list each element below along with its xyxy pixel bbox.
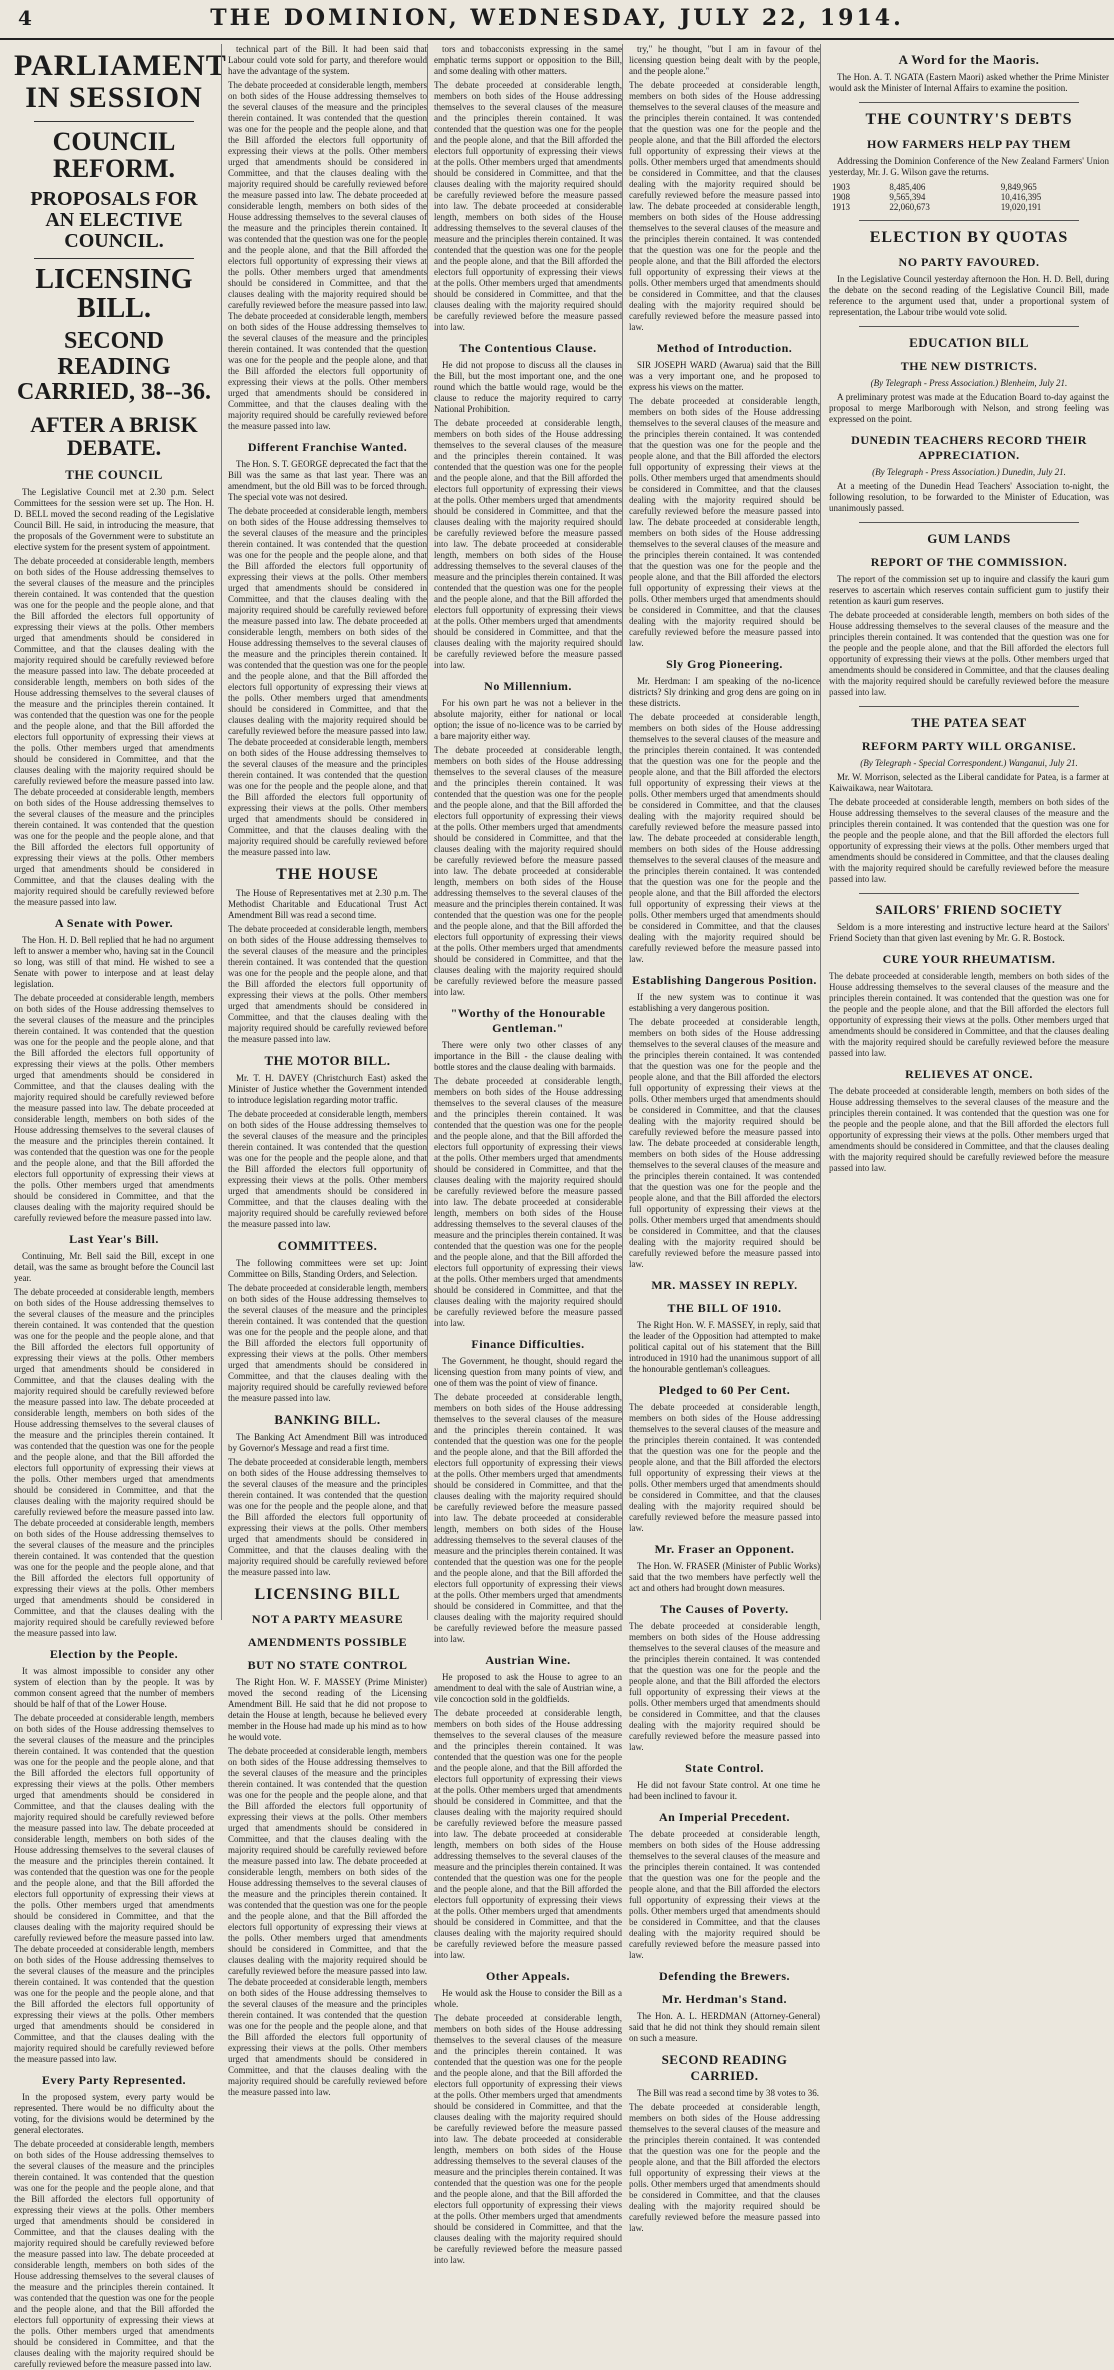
- table-cell: 9,565,394: [889, 192, 926, 202]
- body-text: The debate proceeded at considerable length, members on both sides of the House addressing themselves to the several clauses of the measure and the principles therein contained. It was contended that the question was one for the people and the people alone, and that the Bill afforded the electors full opportunity of expressing their views at the polls. Other members urged that amendments should be considered in Committee, and that the clauses dealing with the majority required should be carefully reviewed before the measure passed into law. The debate proceeded at considerable length, members on both sides of the House addressing themselves to the several clauses of the measure and the principles therein contained. It was contended that the question was one for the people and the people alone, and that the Bill afforded the electors full opportunity of expressing their views at the polls. Other members urged that amendments should be considered in Committee, and that the clauses dealing with the majority required should be carefully reviewed before the measure passed into law.: [434, 2013, 622, 2265]
- section-heading: Defending the Brewers.: [658, 1969, 791, 1983]
- body-text: The debate proceeded at considerable length, members on both sides of the House addressing themselves to the several clauses of the measure and the principles therein contained. It was contended that the question was one for the people and the people alone, and that the Bill afforded the electors full opportunity of expressing their views at the polls. Other members urged that amendments should be considered in Committee, and that the clauses dealing with the majority required should be carefully reviewed before the measure passed into law. The debate proceeded at considerable length, members on both sides of the House addressing themselves to the several clauses of the measure and the principles therein contained. It was contended that the question was one for the people and the people alone, and that the Bill afforded the electors full opportunity of expressing their views at the polls. Other members urged that amendments should be considered in Committee, and that the clauses dealing with the majority required should be carefully reviewed before the measure passed into law. The debate proceeded at considerable length, members on both sides of the House addressing themselves to the several clauses of the measure and the principles therein contained. It was contended that the question was one for the people and the people alone, and that the Bill afforded the electors full opportunity of expressing their views at the polls. Other members urged that amendments should be considered in Committee, and that the clauses dealing with the majority required should be carefully reviewed before the measure passed into law.: [228, 506, 427, 857]
- article-paragraph: At a meeting of the Dunedin Head Teachers' Association to-night, the following resolution, to be forwarded to the Minister of Education, was unanimously passed.: [829, 481, 1109, 513]
- body-text: The debate proceeded at considerable length, members on both sides of the House addressing themselves to the several clauses of the measure and the principles therein contained. It was contended that the question was one for the people and the people alone, and that the Bill afforded the electors full opportunity of expressing their views at the polls. Other members urged that amendments should be considered in Committee, and that the clauses dealing with the majority required should be carefully reviewed before the measure passed into law. The debate proceeded at considerable length, members on both sides of the House addressing themselves to the several clauses of the measure and the principles therein contained. It was contended that the question was one for the people and the people alone, and that the Bill afforded the electors full opportunity of expressing their views at the polls. Other members urged that amendments should be considered in Committee, and that the clauses dealing with the majority required should be carefully reviewed before the measure passed into law.: [434, 745, 622, 997]
- article-paragraph: He did not propose to discuss all the clauses in the Bill, but the most important one, and the one round which the battle would rage, would be the clause to reduce the majority required to carry National Prohibition.: [434, 360, 622, 414]
- section-heading: A Word for the Maoris.: [898, 52, 1040, 67]
- article-paragraph: The Right Hon. W. F. MASSEY (Prime Minister) moved the second reading of the Licensing Amendment Bill. He said that he did not propose to detain the House at length, because he believed every member in the House had made up his mind as to how he would vote.: [228, 1677, 427, 1742]
- body-text: The debate proceeded at considerable length, members on both sides of the House addressing themselves to the several clauses of the measure and the principles therein contained. It was contended that the question was one for the people and the people alone, and that the Bill afforded the electors full opportunity of expressing their views at the polls. Other members urged that amendments should be considered in Committee, and that the clauses dealing with the majority required should be carefully reviewed before the measure passed into law. The debate proceeded at considerable length, members on both sides of the House addressing themselves to the several clauses of the measure and the principles therein contained. It was contended that the question was one for the people and the people alone, and that the Bill afforded the electors full opportunity of expressing their views at the polls. Other members urged that amendments should be considered in Committee, and that the clauses dealing with the majority required should be carefully reviewed before the measure passed into law.: [14, 2139, 214, 2370]
- section-heading: Establishing Dangerous Position.: [632, 973, 817, 987]
- article-paragraph: The following committees were set up: Joint Committee on Bills, Standing Orders, and Selection.: [228, 1258, 427, 1279]
- section-heading: Mr. Herdman's Stand.: [662, 1992, 787, 2006]
- masthead: [0, 0, 1114, 40]
- article-paragraph: There were only two other classes of any importance in the Bill - the clause dealing with bottle stores and the clause dealing with barmaids.: [434, 1040, 622, 1072]
- table-cell: 19,020,191: [1000, 202, 1042, 212]
- body-text: The debate proceeded at considerable length, members on both sides of the House addressing themselves to the several clauses of the measure and the principles therein contained. It was contended that the question was one for the people and the people alone, and that the Bill afforded the electors full opportunity of expressing their views at the polls. Other members urged that amendments should be considered in Committee, and that the clauses dealing with the majority required should be carefully reviewed before the measure passed into law.: [829, 971, 1109, 1058]
- section-heading: Other Appeals.: [485, 1969, 571, 1983]
- body-text: The debate proceeded at considerable length, members on both sides of the House addressing themselves to the several clauses of the measure and the principles therein contained. It was contended that the question was one for the people and the people alone, and that the Bill afforded the electors full opportunity of expressing their views at the polls. Other members urged that amendments should be considered in Committee, and that the clauses dealing with the majority required should be carefully reviewed before the measure passed into law. The debate proceeded at considerable length, members on both sides of the House addressing themselves to the several clauses of the measure and the principles therein contained. It was contended that the question was one for the people and the people alone, and that the Bill afforded the electors full opportunity of expressing their views at the polls. Other members urged that amendments should be considered in Committee, and that the clauses dealing with the majority required should be carefully reviewed before the measure passed into law.: [434, 80, 622, 332]
- section-heading: EDUCATION BILL: [909, 335, 1029, 350]
- section-heading: THE COUNCIL: [65, 467, 163, 483]
- headline-licensing-bill: LICENSING BILL.: [35, 263, 193, 324]
- section-heading: THE MOTOR BILL.: [264, 1053, 391, 1068]
- article-paragraph: The Hon. A. L. HERDMAN (Attorney-General) said that he did not think they should remain silent on such a measure.: [629, 2011, 820, 2043]
- article-paragraph: A preliminary protest was made at the Education Board to-day against the proposal to merge Marlborough with Nelson, and strong feeling was expressed on the point.: [829, 392, 1109, 424]
- body-text: The debate proceeded at considerable length, members on both sides of the House addressing themselves to the several clauses of the measure and the principles therein contained. It was contended that the question was one for the people and the people alone, and that the Bill afforded the electors full opportunity of expressing their views at the polls. Other members urged that amendments should be considered in Committee, and that the clauses dealing with the majority required should be carefully reviewed before the measure passed into law. The debate proceeded at considerable length, members on both sides of the House addressing themselves to the several clauses of the measure and the principles therein contained. It was contended that the question was one for the people and the people alone, and that the Bill afforded the electors full opportunity of expressing their views at the polls. Other members urged that amendments should be considered in Committee, and that the clauses dealing with the majority required should be carefully reviewed before the measure passed into law.: [434, 418, 622, 670]
- body-text: The debate proceeded at considerable length, members on both sides of the House addressing themselves to the several clauses of the measure and the principles therein contained. It was contended that the question was one for the people and the people alone, and that the Bill afforded the electors full opportunity of expressing their views at the polls. Other members urged that amendments should be considered in Committee, and that the clauses dealing with the majority required should be carefully reviewed before the measure passed into law. The debate proceeded at considerable length, members on both sides of the House addressing themselves to the several clauses of the measure and the principles therein contained. It was contended that the question was one for the people and the people alone, and that the Bill afforded the electors full opportunity of expressing their views at the polls. Other members urged that amendments should be considered in Committee, and that the clauses dealing with the majority required should be carefully reviewed before the measure passed into law. The debate proceeded at considerable length, members on both sides of the House addressing themselves to the several clauses of the measure and the principles therein contained. It was contended that the question was one for the people and the people alone, and that the Bill afforded the electors full opportunity of expressing their views at the polls. Other members urged that amendments should be considered in Committee, and that the clauses dealing with the majority required should be carefully reviewed before the measure passed into law.: [14, 556, 214, 908]
- section-heading: No Millennium.: [484, 679, 572, 693]
- table-row: [829, 202, 1109, 212]
- divider: [859, 102, 1079, 103]
- article-paragraph: Mr. Herdman: I am speaking of the no-licence districts? Sly drinking and grog dens are going on in these districts.: [629, 676, 820, 708]
- body-text: The debate proceeded at considerable length, members on both sides of the House addressing themselves to the several clauses of the measure and the principles therein contained. It was contended that the question was one for the people and the people alone, and that the Bill afforded the electors full opportunity of expressing their views at the polls. Other members urged that amendments should be considered in Committee, and that the clauses dealing with the majority required should be carefully reviewed before the measure passed into law.: [228, 1283, 427, 1403]
- section-heading: Election by the People.: [49, 1647, 179, 1662]
- body-text: The debate proceeded at considerable length, members on both sides of the House addressing themselves to the several clauses of the measure and the principles therein contained. It was contended that the question was one for the people and the people alone, and that the Bill afforded the electors full opportunity of expressing their views at the polls. Other members urged that amendments should be considered in Committee, and that the clauses dealing with the majority required should be carefully reviewed before the measure passed into law.: [228, 924, 427, 1044]
- article-paragraph: The Hon. H. D. Bell replied that he had no argument left to answer a member who, having sat in the Council so long, was still of that mind. He wished to see a Senate with power to interpose and at least delay legislation.: [14, 935, 214, 990]
- column-4: [622, 44, 820, 2233]
- section-heading: DUNEDIN TEACHERS RECORD THEIR APPRECIATION.: [851, 433, 1087, 462]
- article-paragraph: The Right Hon. W. F. MASSEY, in reply, said that the leader of the Opposition had attempted to make political capital out of his statement that the Bill introduced in 1910 had the unanimous support of all the honourable gentleman's colleagues.: [629, 1320, 820, 1374]
- dateline: (By Telegraph - Special Correspondent.) Wanganui, July 21.: [860, 758, 1078, 768]
- headline-parliament: PARLIAMENT IN SESSION: [14, 49, 227, 114]
- table-cell: 1903: [832, 182, 850, 192]
- article-paragraph: Mr. W. Morrison, selected as the Liberal candidate for Patea, is a farmer at Kaiwaikawa, near Waitotara.: [829, 772, 1109, 793]
- body-text: The debate proceeded at considerable length, members on both sides of the House addressing themselves to the several clauses of the measure and the principles therein contained. It was contended that the question was one for the people and the people alone, and that the Bill afforded the electors full opportunity of expressing their views at the polls. Other members urged that amendments should be considered in Committee, and that the clauses dealing with the majority required should be carefully reviewed before the measure passed into law.: [829, 610, 1109, 697]
- section-heading: ELECTION BY QUOTAS: [869, 229, 1069, 246]
- section-heading: NO PARTY FAVOURED.: [898, 255, 1040, 269]
- divider: [859, 522, 1079, 523]
- section-heading: A Senate with Power.: [54, 916, 174, 931]
- divider: [859, 893, 1079, 894]
- section-heading: Pledged to 60 Per Cent.: [658, 1383, 791, 1397]
- page-number: 4: [18, 6, 32, 30]
- body-text: The debate proceeded at considerable length, members on both sides of the House addressing themselves to the several clauses of the measure and the principles therein contained. It was contended that the question was one for the people and the people alone, and that the Bill afforded the electors full opportunity of expressing their views at the polls. Other members urged that amendments should be considered in Committee, and that the clauses dealing with the majority required should be carefully reviewed before the measure passed into law. The debate proceeded at considerable length, members on both sides of the House addressing themselves to the several clauses of the measure and the principles therein contained. It was contended that the question was one for the people and the people alone, and that the Bill afforded the electors full opportunity of expressing their views at the polls. Other members urged that amendments should be considered in Committee, and that the clauses dealing with the majority required should be carefully reviewed before the measure passed into law.: [629, 1017, 820, 1269]
- article-paragraph: The Government, he thought, should regard the licensing question from many points of view, and one of them was the point of view of finance.: [434, 1356, 622, 1388]
- dateline: (By Telegraph - Press Association.) Dunedin, July 21.: [872, 467, 1066, 477]
- article-paragraph: Seldom is a more interesting and instructive lecture heard at the Sailors' Friend Society than that given last evening by Mr. G. R. Bostock.: [829, 922, 1109, 943]
- body-text: The debate proceeded at considerable length, members on both sides of the House addressing themselves to the several clauses of the measure and the principles therein contained. It was contended that the question was one for the people and the people alone, and that the Bill afforded the electors full opportunity of expressing their views at the polls. Other members urged that amendments should be considered in Committee, and that the clauses dealing with the majority required should be carefully reviewed before the measure passed into law. The debate proceeded at considerable length, members on both sides of the House addressing themselves to the several clauses of the measure and the principles therein contained. It was contended that the question was one for the people and the people alone, and that the Bill afforded the electors full opportunity of expressing their views at the polls. Other members urged that amendments should be considered in Committee, and that the clauses dealing with the majority required should be carefully reviewed before the measure passed into law. The debate proceeded at considerable length, members on both sides of the House addressing themselves to the several clauses of the measure and the principles therein contained. It was contended that the question was one for the people and the people alone, and that the Bill afforded the electors full opportunity of expressing their views at the polls. Other members urged that amendments should be considered in Committee, and that the clauses dealing with the majority required should be carefully reviewed before the measure passed into law.: [14, 1287, 214, 1639]
- body-text: The debate proceeded at considerable length, members on both sides of the House addressing themselves to the several clauses of the measure and the principles therein contained. It was contended that the question was one for the people and the people alone, and that the Bill afforded the electors full opportunity of expressing their views at the polls. Other members urged that amendments should be considered in Committee, and that the clauses dealing with the majority required should be carefully reviewed before the measure passed into law. The debate proceeded at considerable length, members on both sides of the House addressing themselves to the several clauses of the measure and the principles therein contained. It was contended that the question was one for the people and the people alone, and that the Bill afforded the electors full opportunity of expressing their views at the polls. Other members urged that amendments should be considered in Committee, and that the clauses dealing with the majority required should be carefully reviewed before the measure passed into law.: [629, 80, 820, 332]
- newspaper-title: THE DOMINION, WEDNESDAY, JULY 22, 1914.: [210, 5, 904, 31]
- article-paragraph: For his own part he was not a believer in the absolute majority, either for national or local option; the issue of no-licence was to be carried by a bare majority either way.: [434, 698, 622, 741]
- body-text: The debate proceeded at considerable length, members on both sides of the House addressing themselves to the several clauses of the measure and the principles therein contained. It was contended that the question was one for the people and the people alone, and that the Bill afforded the electors full opportunity of expressing their views at the polls. Other members urged that amendments should be considered in Committee, and that the clauses dealing with the majority required should be carefully reviewed before the measure passed into law. The debate proceeded at considerable length, members on both sides of the House addressing themselves to the several clauses of the measure and the principles therein contained. It was contended that the question was one for the people and the people alone, and that the Bill afforded the electors full opportunity of expressing their views at the polls. Other members urged that amendments should be considered in Committee, and that the clauses dealing with the majority required should be carefully reviewed before the measure passed into law.: [629, 712, 820, 964]
- article-paragraph: If the new system was to continue it was establishing a very dangerous position.: [629, 992, 820, 1013]
- section-heading: THE COUNTRY'S DEBTS: [865, 111, 1073, 128]
- table-cell: 8,485,406: [889, 182, 926, 192]
- section-heading: AMENDMENTS POSSIBLE: [247, 1635, 408, 1649]
- body-text: The debate proceeded at considerable length, members on both sides of the House addressing themselves to the several clauses of the measure and the principles therein contained. It was contended that the question was one for the people and the people alone, and that the Bill afforded the electors full opportunity of expressing their views at the polls. Other members urged that amendments should be considered in Committee, and that the clauses dealing with the majority required should be carefully reviewed before the measure passed into law.: [629, 2102, 820, 2233]
- article-paragraph: try," he thought, "but I am in favour of the licensing question being dealt with by the people, and the people alone.": [629, 44, 820, 76]
- section-heading: The Contentious Clause.: [459, 341, 597, 355]
- article-paragraph: In the Legislative Council yesterday afternoon the Hon. H. D. Bell, during the debate on the second reading of the Legislative Council Bill, made reference to the argument used that, under a proportional system of representation, the Labour tribe would vote solid.: [829, 274, 1109, 317]
- body-text: The debate proceeded at considerable length, members on both sides of the House addressing themselves to the several clauses of the measure and the principles therein contained. It was contended that the question was one for the people and the people alone, and that the Bill afforded the electors full opportunity of expressing their views at the polls. Other members urged that amendments should be considered in Committee, and that the clauses dealing with the majority required should be carefully reviewed before the measure passed into law.: [629, 1829, 820, 1960]
- divider: [859, 220, 1079, 221]
- section-heading: THE PATEA SEAT: [911, 715, 1027, 730]
- article-paragraph: The report of the commission set up to inquire and classify the kauri gum reserves to ascertain which reserves contain sufficient gum to justify their retention as kauri gum reserves.: [829, 574, 1109, 606]
- section-heading: Sly Grog Pioneering.: [666, 657, 783, 671]
- divider: [34, 121, 194, 122]
- section-heading: RELIEVES AT ONCE.: [905, 1067, 1033, 1081]
- body-text: The debate proceeded at considerable length, members on both sides of the House addressing themselves to the several clauses of the measure and the principles therein contained. It was contended that the question was one for the people and the people alone, and that the Bill afforded the electors full opportunity of expressing their views at the polls. Other members urged that amendments should be considered in Committee, and that the clauses dealing with the majority required should be carefully reviewed before the measure passed into law.: [228, 1457, 427, 1577]
- table-row: [829, 182, 1109, 192]
- column-5: [820, 44, 1109, 1620]
- article-paragraph: SIR JOSEPH WARD (Awarua) said that the Bill was a very important one, and he proposed to express his views on the matter.: [629, 360, 820, 392]
- body-text: The debate proceeded at considerable length, members on both sides of the House addressing themselves to the several clauses of the measure and the principles therein contained. It was contended that the question was one for the people and the people alone, and that the Bill afforded the electors full opportunity of expressing their views at the polls. Other members urged that amendments should be considered in Committee, and that the clauses dealing with the majority required should be carefully reviewed before the measure passed into law. The debate proceeded at considerable length, members on both sides of the House addressing themselves to the several clauses of the measure and the principles therein contained. It was contended that the question was one for the people and the people alone, and that the Bill afforded the electors full opportunity of expressing their views at the polls. Other members urged that amendments should be considered in Committee, and that the clauses dealing with the majority required should be carefully reviewed before the measure passed into law. The debate proceeded at considerable length, members on both sides of the House addressing themselves to the several clauses of the measure and the principles therein contained. It was contended that the question was one for the people and the people alone, and that the Bill afforded the electors full opportunity of expressing their views at the polls. Other members urged that amendments should be considered in Committee, and that the clauses dealing with the majority required should be carefully reviewed before the measure passed into law.: [228, 80, 427, 431]
- divider: [859, 326, 1079, 327]
- divider: [34, 258, 194, 259]
- article-paragraph: The Bill was read a second time by 38 votes to 36.: [637, 2088, 819, 2098]
- body-text: The debate proceeded at considerable length, members on both sides of the House addressing themselves to the several clauses of the measure and the principles therein contained. It was contended that the question was one for the people and the people alone, and that the Bill afforded the electors full opportunity of expressing their views at the polls. Other members urged that amendments should be considered in Committee, and that the clauses dealing with the majority required should be carefully reviewed before the measure passed into law. The debate proceeded at considerable length, members on both sides of the House addressing themselves to the several clauses of the measure and the principles therein contained. It was contended that the question was one for the people and the people alone, and that the Bill afforded the electors full opportunity of expressing their views at the polls. Other members urged that amendments should be considered in Committee, and that the clauses dealing with the majority required should be carefully reviewed before the measure passed into law.: [434, 1076, 622, 1328]
- section-heading: SAILORS' FRIEND SOCIETY: [875, 902, 1063, 917]
- column-1: [14, 44, 227, 2370]
- section-heading: Every Party Represented.: [41, 2073, 187, 2088]
- dateline: (By Telegraph - Press Association.) Blenheim, July 21.: [870, 378, 1068, 388]
- article-paragraph: He would ask the House to consider the Bill as a whole.: [434, 1988, 622, 2009]
- article-paragraph: He did not favour State control. At one time he had been inclined to favour it.: [629, 1780, 820, 1801]
- body-text: The debate proceeded at considerable length, members on both sides of the House addressing themselves to the several clauses of the measure and the principles therein contained. It was contended that the question was one for the people and the people alone, and that the Bill afforded the electors full opportunity of expressing their views at the polls. Other members urged that amendments should be considered in Committee, and that the clauses dealing with the majority required should be carefully reviewed before the measure passed into law.: [629, 1402, 820, 1533]
- article-paragraph: He proposed to ask the House to agree to an amendment to deal with the sale of Austrian wine, a vile concoction sold in the goldfields.: [434, 1672, 622, 1704]
- section-heading: THE NEW DISTRICTS.: [900, 359, 1038, 373]
- section-heading: GUM LANDS: [927, 531, 1011, 546]
- article-paragraph: tors and tobacconists expressing in the same emphatic terms support or opposition to the Bill, and some dealing with other matters.: [434, 44, 622, 76]
- section-heading: BUT NO STATE CONTROL: [247, 1658, 408, 1672]
- article-paragraph: The Hon. W. FRASER (Minister of Public Works) said that the two members have perfectly well the act and others had brought down measures.: [629, 1561, 820, 1593]
- section-heading: THE BILL OF 1910.: [667, 1301, 782, 1315]
- section-heading: Last Year's Bill.: [69, 1232, 159, 1247]
- section-heading: Method of Introduction.: [656, 341, 793, 355]
- table-row: [829, 192, 1109, 202]
- article-paragraph: Mr. T. H. DAVEY (Christchurch East) asked the Minister of Justice whether the Government intended to introduce legislation regarding motor traffic.: [228, 1073, 427, 1105]
- section-heading: SECOND READING CARRIED.: [661, 2052, 788, 2083]
- section-heading: State Control.: [685, 1761, 764, 1775]
- exports-table: [829, 182, 1109, 212]
- section-heading: Austrian Wine.: [485, 1653, 571, 1667]
- table-cell: 1913: [832, 202, 850, 212]
- section-heading: Mr. Fraser an Opponent.: [654, 1542, 795, 1556]
- section-heading: REFORM PARTY WILL ORGANISE.: [861, 739, 1077, 753]
- section-heading: COMMITTEES.: [277, 1238, 378, 1253]
- headline-council-reform: COUNCIL REFORM.: [52, 127, 176, 184]
- section-heading: HOW FARMERS HELP PAY THEM: [866, 137, 1072, 151]
- section-heading: THE HOUSE: [276, 866, 379, 883]
- article-paragraph: technical part of the Bill. It had been said that Labour could vote sold for party, and therefore would have the advantage of the system.: [228, 44, 427, 76]
- section-heading: NOT A PARTY MEASURE: [251, 1612, 404, 1626]
- column-2: [221, 44, 427, 2097]
- article-paragraph: It was almost impossible to consider any other system of election than by the people. It was by common consent agreed that the number of members should be half of that of the Lower House.: [14, 1666, 214, 1710]
- table-cell: 22,060,673: [889, 202, 930, 212]
- divider: [859, 706, 1079, 707]
- section-heading: An Imperial Precedent.: [658, 1810, 791, 1824]
- table-cell: 1908: [832, 192, 850, 202]
- section-heading: "Worthy of the Honourable Gentleman.": [450, 1006, 606, 1035]
- article-paragraph: In the proposed system, every party would be represented. There would be no difficulty about the voting, for the divisions would be determined by the general electorates.: [14, 2092, 214, 2136]
- table-cell: 9,849,965: [1000, 182, 1037, 192]
- headline-brisk-debate: AFTER A BRISK DEBATE.: [30, 411, 198, 461]
- section-heading: The Causes of Poverty.: [660, 1602, 789, 1616]
- section-heading: BANKING BILL.: [274, 1412, 381, 1427]
- body-text: The debate proceeded at considerable length, members on both sides of the House addressing themselves to the several clauses of the measure and the principles therein contained. It was contended that the question was one for the people and the people alone, and that the Bill afforded the electors full opportunity of expressing their views at the polls. Other members urged that amendments should be considered in Committee, and that the clauses dealing with the majority required should be carefully reviewed before the measure passed into law.: [829, 1086, 1109, 1173]
- body-text: The debate proceeded at considerable length, members on both sides of the House addressing themselves to the several clauses of the measure and the principles therein contained. It was contended that the question was one for the people and the people alone, and that the Bill afforded the electors full opportunity of expressing their views at the polls. Other members urged that amendments should be considered in Committee, and that the clauses dealing with the majority required should be carefully reviewed before the measure passed into law. The debate proceeded at considerable length, members on both sides of the House addressing themselves to the several clauses of the measure and the principles therein contained. It was contended that the question was one for the people and the people alone, and that the Bill afforded the electors full opportunity of expressing their views at the polls. Other members urged that amendments should be considered in Committee, and that the clauses dealing with the majority required should be carefully reviewed before the measure passed into law.: [629, 396, 820, 648]
- table-cell: 10,416,395: [1000, 192, 1042, 202]
- article-paragraph: Addressing the Dominion Conference of the New Zealand Farmers' Union yesterday, Mr. J. G. Wilson gave the returns.: [829, 156, 1109, 177]
- section-heading: REPORT OF THE COMMISSION.: [870, 555, 1068, 569]
- section-heading: Different Franchise Wanted.: [247, 440, 408, 454]
- body-text: The debate proceeded at considerable length, members on both sides of the House addressing themselves to the several clauses of the measure and the principles therein contained. It was contended that the question was one for the people and the people alone, and that the Bill afforded the electors full opportunity of expressing their views at the polls. Other members urged that amendments should be considered in Committee, and that the clauses dealing with the majority required should be carefully reviewed before the measure passed into law. The debate proceeded at considerable length, members on both sides of the House addressing themselves to the several clauses of the measure and the principles therein contained. It was contended that the question was one for the people and the people alone, and that the Bill afforded the electors full opportunity of expressing their views at the polls. Other members urged that amendments should be considered in Committee, and that the clauses dealing with the majority required should be carefully reviewed before the measure passed into law.: [434, 1392, 622, 1644]
- body-text: The debate proceeded at considerable length, members on both sides of the House addressing themselves to the several clauses of the measure and the principles therein contained. It was contended that the question was one for the people and the people alone, and that the Bill afforded the electors full opportunity of expressing their views at the polls. Other members urged that amendments should be considered in Committee, and that the clauses dealing with the majority required should be carefully reviewed before the measure passed into law. The debate proceeded at considerable length, members on both sides of the House addressing themselves to the several clauses of the measure and the principles therein contained. It was contended that the question was one for the people and the people alone, and that the Bill afforded the electors full opportunity of expressing their views at the polls. Other members urged that amendments should be considered in Committee, and that the clauses dealing with the majority required should be carefully reviewed before the measure passed into law.: [14, 993, 214, 1224]
- body-text: The debate proceeded at considerable length, members on both sides of the House addressing themselves to the several clauses of the measure and the principles therein contained. It was contended that the question was one for the people and the people alone, and that the Bill afforded the electors full opportunity of expressing their views at the polls. Other members urged that amendments should be considered in Committee, and that the clauses dealing with the majority required should be carefully reviewed before the measure passed into law. The debate proceeded at considerable length, members on both sides of the House addressing themselves to the several clauses of the measure and the principles therein contained. It was contended that the question was one for the people and the people alone, and that the Bill afforded the electors full opportunity of expressing their views at the polls. Other members urged that amendments should be considered in Committee, and that the clauses dealing with the majority required should be carefully reviewed before the measure passed into law.: [434, 1708, 622, 1960]
- article-paragraph: The Hon. A. T. NGATA (Eastern Maori) asked whether the Prime Minister would ask the Minister of Internal Affairs to examine the position.: [829, 72, 1109, 93]
- article-paragraph: The Legislative Council met at 2.30 p.m. Select Committees for the session were set up. The Hon. H. D. BELL moved the second reading of the Legislative Council Bill. He said, in introducing the measure, that the proposals of the Government were to substitute an elective system for the present system of appointment.: [14, 487, 214, 553]
- body-text: The debate proceeded at considerable length, members on both sides of the House addressing themselves to the several clauses of the measure and the principles therein contained. It was contended that the question was one for the people and the people alone, and that the Bill afforded the electors full opportunity of expressing their views at the polls. Other members urged that amendments should be considered in Committee, and that the clauses dealing with the majority required should be carefully reviewed before the measure passed into law. The debate proceeded at considerable length, members on both sides of the House addressing themselves to the several clauses of the measure and the principles therein contained. It was contended that the question was one for the people and the people alone, and that the Bill afforded the electors full opportunity of expressing their views at the polls. Other members urged that amendments should be considered in Committee, and that the clauses dealing with the majority required should be carefully reviewed before the measure passed into law. The debate proceeded at considerable length, members on both sides of the House addressing themselves to the several clauses of the measure and the principles therein contained. It was contended that the question was one for the people and the people alone, and that the Bill afforded the electors full opportunity of expressing their views at the polls. Other members urged that amendments should be considered in Committee, and that the clauses dealing with the majority required should be carefully reviewed before the measure passed into law.: [14, 1713, 214, 2065]
- body-text: The debate proceeded at considerable length, members on both sides of the House addressing themselves to the several clauses of the measure and the principles therein contained. It was contended that the question was one for the people and the people alone, and that the Bill afforded the electors full opportunity of expressing their views at the polls. Other members urged that amendments should be considered in Committee, and that the clauses dealing with the majority required should be carefully reviewed before the measure passed into law.: [228, 1109, 427, 1229]
- section-heading: MR. MASSEY IN REPLY.: [651, 1278, 798, 1292]
- section-heading: CURE YOUR RHEUMATISM.: [882, 952, 1056, 966]
- body-text: The debate proceeded at considerable length, members on both sides of the House addressing themselves to the several clauses of the measure and the principles therein contained. It was contended that the question was one for the people and the people alone, and that the Bill afforded the electors full opportunity of expressing their views at the polls. Other members urged that amendments should be considered in Committee, and that the clauses dealing with the majority required should be carefully reviewed before the measure passed into law.: [829, 797, 1109, 884]
- headline-elective-council: PROPOSALS FOR AN ELECTIVE COUNCIL.: [30, 187, 198, 252]
- section-heading: Finance Difficulties.: [471, 1337, 585, 1351]
- body-text: The debate proceeded at considerable length, members on both sides of the House addressing themselves to the several clauses of the measure and the principles therein contained. It was contended that the question was one for the people and the people alone, and that the Bill afforded the electors full opportunity of expressing their views at the polls. Other members urged that amendments should be considered in Committee, and that the clauses dealing with the majority required should be carefully reviewed before the measure passed into law.: [629, 1621, 820, 1752]
- article-paragraph: The House of Representatives met at 2.30 p.m. The Methodist Charitable and Educational Trust Act Amendment Bill was read a second time.: [228, 888, 427, 920]
- headline-second-reading: SECOND READING CARRIED, 38--36.: [17, 328, 211, 405]
- article-paragraph: Continuing, Mr. Bell said the Bill, except in one detail, was the same as brought before the Council last year.: [14, 1251, 214, 1284]
- article-paragraph: The Hon. S. T. GEORGE deprecated the fact that the Bill was the same as that last year. There was an amendment, but the old Bill was to be forced through. The special vote was not desired.: [228, 459, 427, 502]
- article-paragraph: The Banking Act Amendment Bill was introduced by Governor's Message and read a first time.: [228, 1432, 427, 1453]
- column-3: [427, 44, 622, 2265]
- body-text: The debate proceeded at considerable length, members on both sides of the House addressing themselves to the several clauses of the measure and the principles therein contained. It was contended that the question was one for the people and the people alone, and that the Bill afforded the electors full opportunity of expressing their views at the polls. Other members urged that amendments should be considered in Committee, and that the clauses dealing with the majority required should be carefully reviewed before the measure passed into law. The debate proceeded at considerable length, members on both sides of the House addressing themselves to the several clauses of the measure and the principles therein contained. It was contended that the question was one for the people and the people alone, and that the Bill afforded the electors full opportunity of expressing their views at the polls. Other members urged that amendments should be considered in Committee, and that the clauses dealing with the majority required should be carefully reviewed before the measure passed into law. The debate proceeded at considerable length, members on both sides of the House addressing themselves to the several clauses of the measure and the principles therein contained. It was contended that the question was one for the people and the people alone, and that the Bill afforded the electors full opportunity of expressing their views at the polls. Other members urged that amendments should be considered in Committee, and that the clauses dealing with the majority required should be carefully reviewed before the measure passed into law.: [228, 1746, 427, 2097]
- section-heading: LICENSING BILL: [254, 1586, 401, 1603]
